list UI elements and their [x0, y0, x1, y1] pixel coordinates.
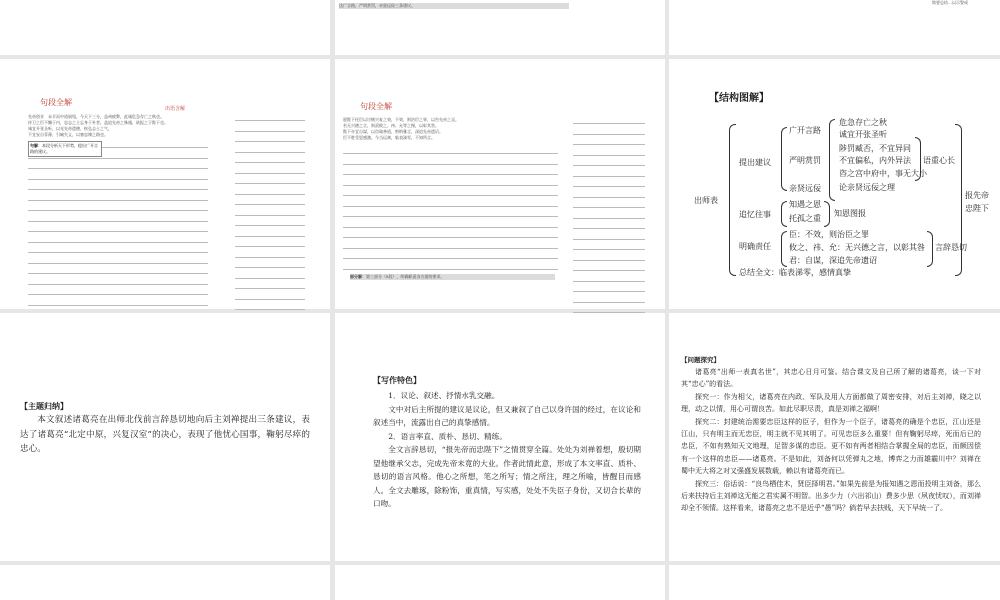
branch-suggestions: 提出建议: [739, 158, 771, 167]
text-line: 不宜妄自菲薄，引喻失义，以塞忠谏之路也。: [28, 132, 108, 137]
b3-end: 言辞恳切: [935, 243, 967, 252]
b2-end: 知恩图报: [834, 209, 866, 218]
slide-3-corner-text: 简要总结…以示警戒: [932, 0, 968, 5]
b2-end-brace: [824, 201, 830, 227]
b1-sub: 不宜偏私，内外异法: [839, 156, 911, 165]
slide-thumbnail-7[interactable]: [0, 313, 330, 561]
slide-4-reading-note: 句解：本段分析天下形势，提出广开言路的建议。: [28, 141, 102, 157]
branch-3-brace: [781, 231, 787, 267]
answer-1: 探究一：作为相父，诸葛亮在内政、军队及用人方面都做了周密安排，对后主刘禅，晓之以理，动之以情，用心可谓良苦。如此尽职尽责，真是刘禅之福啊！: [681, 392, 981, 414]
branch-2-brace: [781, 201, 787, 227]
feature-heading: 2．语言率直、质朴、恳切、精练。: [388, 431, 507, 441]
b1-item: 亲贤远佞: [789, 184, 821, 193]
final-brace: [955, 124, 962, 276]
slide-thumbnail-11[interactable]: [335, 565, 665, 600]
root-brace: [729, 124, 736, 276]
slide-thumbnail-3[interactable]: [669, 0, 1000, 55]
part-text: 第三部分（8段），明确职责各方面的要求。: [366, 274, 445, 279]
slide-8-title: 【写作特色】: [373, 375, 421, 385]
slide-5-title: 句段全解: [360, 102, 392, 111]
answer-3: 探究三：俗话说：“良鸟栖佳木，贤臣择明君。”如果先前是为报知遇之恩而投明主刘备，那么后来扶持后主刘禅这无能之君实属不明智。出多少力（六出祁山）费多少思（夙夜忧叹），而刘禅却全不领情。这样看来，诸葛亮之忠不是近乎“愚”吗？倘若早去扶贱，天下早统一了。: [681, 479, 981, 513]
b3-item: 臣：不效，则治臣之罪: [789, 230, 869, 239]
question: 诸葛亮“出师一表真名世”，其忠心日月可鉴。结合课文及自己所了解的诸葛亮，谈一下对其“忠心”的看法。: [681, 368, 981, 389]
theme-paragraph: 本文叙述诸葛亮在出师北伐前言辞恳切地向后主刘禅提出三条建议，表达了诸葛亮“北定中原，兴复汉室”的决心，表现了他忧心国事，鞠躬尽瘁的忠心。: [20, 415, 310, 455]
slide-thumbnail-4[interactable]: [0, 59, 330, 309]
b1-item: 广开言路: [789, 126, 821, 135]
branch-recollection: 追忆往事: [739, 210, 771, 219]
slide-7-title: 【主题归纳】: [20, 401, 68, 411]
feature-heading: 1．议论、叙述、抒情水乳交融。: [388, 391, 500, 400]
b2-item: 托孤之重: [789, 214, 821, 223]
b1-sub: 论亲贤远佞之理: [839, 183, 895, 192]
slide-4-lines: [28, 114, 208, 138]
b3-end-brace: [927, 231, 933, 267]
slide-4-side-notes: [235, 114, 305, 324]
b2-item: 知遇之恩: [789, 200, 821, 209]
text-line: 侍卫之臣不懈于内，忠志之士忘身于外者，盖追先帝之殊遇，欲报之于陛下也。: [28, 120, 168, 125]
slide-6-title: 【结构图解】: [709, 93, 769, 104]
reading-text: 本段分析天下形势，提出广开言路的建议。: [30, 143, 98, 154]
branch-1-brace: [781, 127, 787, 191]
slide-5-text-lines: [343, 147, 558, 273]
branch-summary: 总结全文：临表涕零，感情真挚: [739, 268, 851, 277]
slide-8-text: [373, 389, 641, 511]
slide-thumbnail-1[interactable]: [0, 0, 330, 55]
slide-4-text-lines: [28, 141, 208, 320]
b1-sub: 咨之宫中府中，事无大小: [839, 169, 927, 178]
answer-2: 探究二：封建统治需要忠臣这样的臣子，但作为一个臣子，诸葛亮的确是个忠臣，江山还是江山，只有明主而无忠臣，明主就不见其明了。可见忠臣多么重要！但有鞠躬尽瘁，死而后已的忠臣，不如有熟知天文地理，足智多谋的忠臣。更不如有两者相结合掌握全局的忠臣，而颇因偿有一个这样的忠臣——诸葛亮。不是如此，刘备何以凭弹丸之地，博弈之力而雄霸川中？刘禅在蜀中无大将之对又强盛发展数载，赖以有诸葛亮而已。: [681, 417, 981, 476]
b1-end-brace: [915, 137, 921, 181]
slide-5-side-notes: [573, 117, 645, 317]
b1-sub: 诚宜开张圣听: [839, 130, 887, 139]
text-line: 诚宜开张圣听，以光先帝遗德，恢弘志士之气，: [28, 126, 112, 131]
diagram-conclusion: 报先帝 忠陛下: [965, 191, 997, 213]
slide-thumbnail-9[interactable]: [669, 313, 1000, 561]
slide-7-text: [20, 413, 310, 457]
part-label: 部分解: [350, 274, 362, 279]
b1-sub: 危急存亡之秋: [839, 118, 887, 127]
b3-item: 君：自谋，深追先帝遗诏: [789, 256, 877, 265]
feature-paragraph: 全文言辞恳切，“报先帝而忠陛下”之情贯穿全篇。处处为刘禅着想，殷切期望他继承父志，完成先帝未竟的大业。作者此情此意，形成了本文率直、质朴、恳切的语言风格。他心之所想，笔之所写；情之所注，理之所喻，皆醒目而感人。全文去雕琢，除粉饰，重真情，写实感，处处不失臣子身份，又切合长辈的口吻。: [373, 445, 641, 508]
slide-thumbnail-6[interactable]: [669, 59, 1000, 309]
slide-thumbnail-5[interactable]: [335, 59, 665, 309]
slide-thumbnail-2[interactable]: [335, 0, 665, 55]
slide-5-part-1: 部分解：第三部分（8段），明确职责各方面的要求。: [350, 274, 555, 280]
diagram-root: 出师表: [694, 196, 718, 205]
slide-thumbnail-10[interactable]: [0, 565, 330, 600]
slide-thumbnail-8[interactable]: [335, 313, 665, 561]
reading-label: 句解: [30, 143, 38, 148]
text-line: 愿陛下托臣以讨贼兴复之效，不效，则治臣之罪，以告先帝之灵。: [343, 117, 459, 122]
feature-paragraph: 文中对后主所提的建议是议论，但又兼叙了自己以身许国的经过，在议论和叙述当中，流露出自己的真挚感情。: [373, 404, 641, 427]
b1-sub-brace: [829, 119, 835, 201]
slide-thumbnail-12[interactable]: [669, 565, 1000, 600]
text-line: 陛下亦宜自谋，以咨诹善道，察纳雅言，深追先帝遗诏。: [343, 129, 443, 134]
b1-item: 严明赏罚: [789, 156, 821, 165]
text-line: 臣不胜受恩感激。今当远离，临表涕零，不知所言。: [343, 135, 435, 140]
slide-9-title: 【问题探究】: [681, 356, 720, 364]
slide-5-lines: [343, 117, 558, 141]
b1-sub: 陟罚臧否，不宜异同: [839, 144, 911, 153]
slide-9-text: [681, 366, 981, 515]
text-line: 先帝创业 未半而中道崩殂，今天下三分，益州疲弊，此诚危急存亡之秋也。: [28, 114, 164, 119]
branch-responsibility: 明确责任: [739, 242, 771, 251]
b3-item: 攸之、祎、允：无兴德之言，以彰其咎: [789, 243, 925, 252]
text-line: 若无兴德之言，则责攸之、祎、允等之慢，以彰其咎。: [343, 123, 439, 128]
slide-2-text: 达广言路，严明赏罚，亲贤远佞三条建议。: [339, 3, 569, 9]
b1-end: 语重心长: [923, 156, 955, 165]
slide-4-red-note: 出语含解: [165, 106, 186, 112]
slide-4-title: 句段全解: [40, 98, 72, 107]
